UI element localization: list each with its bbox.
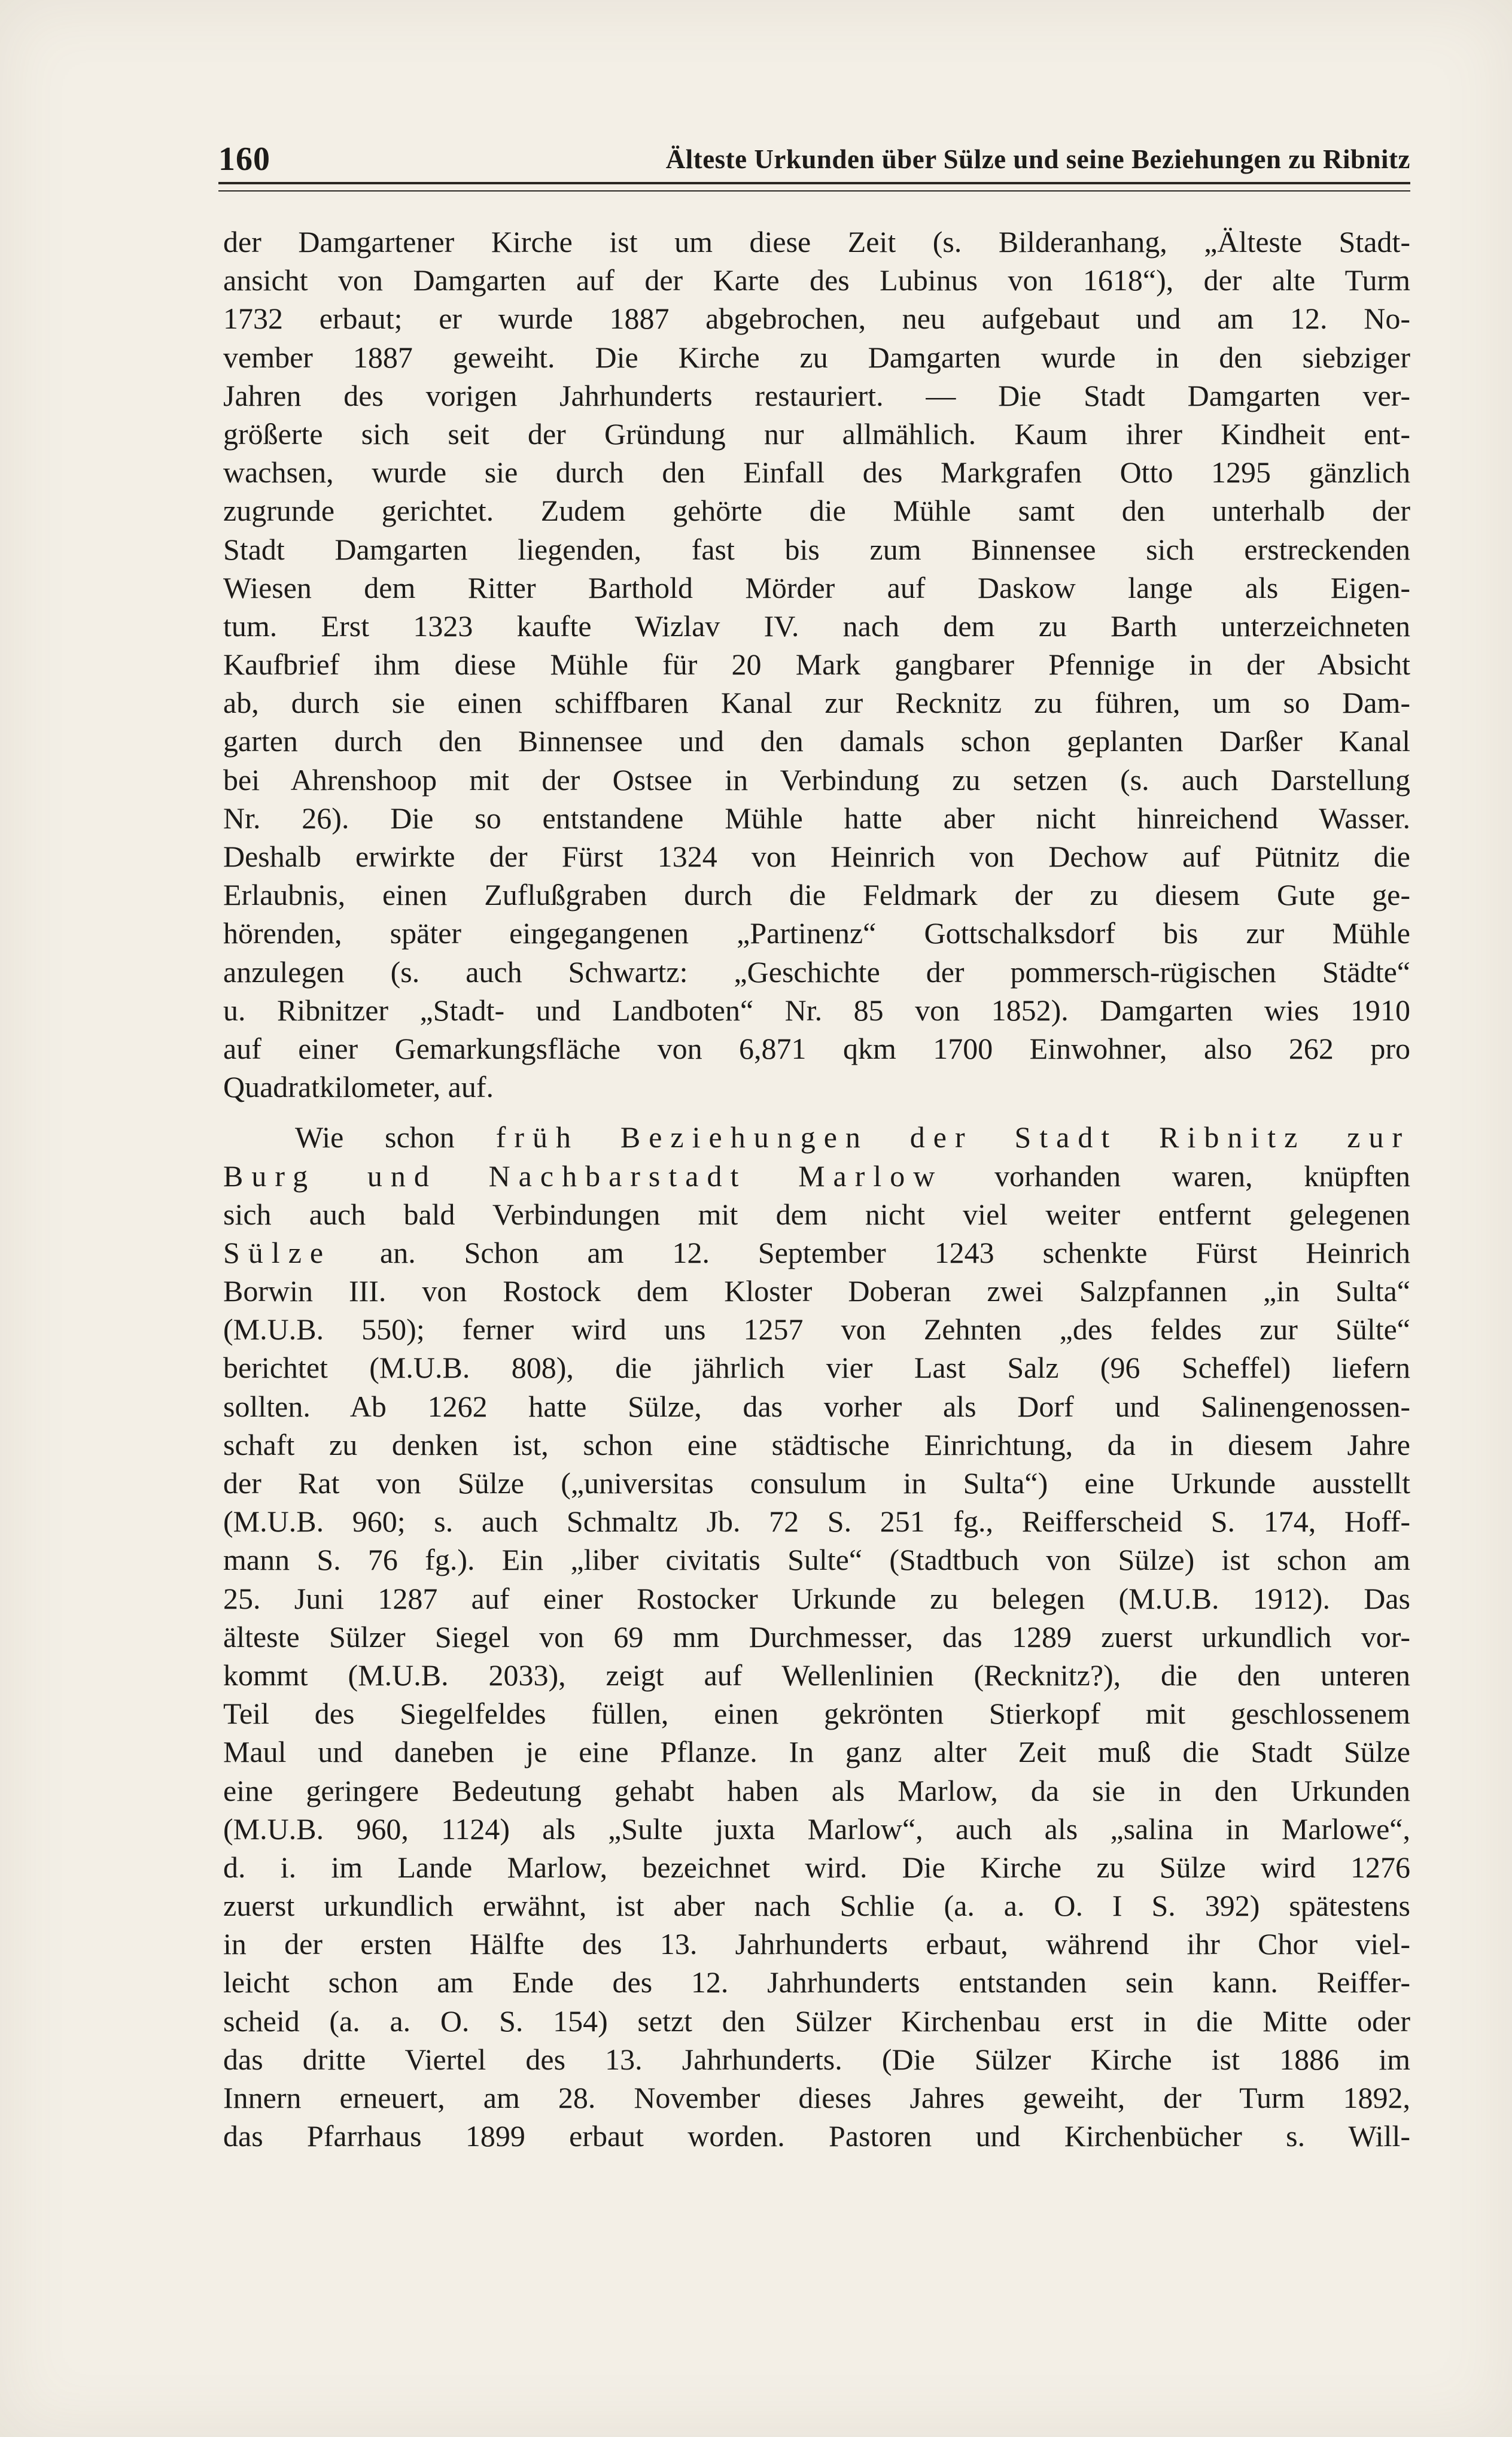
text-line: zuerst urkundlich erwähnt, ist aber nach Schlie (a. a. O. I S. 392) spätestens	[223, 1889, 1410, 1923]
text-line: berichtet (M.U.B. 808), die jährlich vier Last Salz (96 Scheffel) liefern	[223, 1351, 1410, 1385]
text-line: Jahren des vorigen Jahrhunderts restauriert. — Die Stadt Damgarten ver-	[223, 378, 1410, 412]
text-line: d. i. im Lande Marlow, bezeichnet wird. Die Kirche zu Sülze wird 1276	[223, 1850, 1410, 1884]
text-line: Nr. 26). Die so entstandene Mühle hatte aber nicht hinreichend Wasser.	[223, 801, 1410, 835]
paragraph-damgarten	[223, 223, 1410, 1106]
header-rule-thin	[218, 190, 1410, 192]
text-line: (M.U.B. 960; s. auch Schmaltz Jb. 72 S. 251 fg., Reifferscheid S. 174, Hoff-	[223, 1505, 1410, 1539]
text-line: eine geringere Bedeutung gehabt haben als Marlow, da sie in den Urkunden	[223, 1773, 1410, 1807]
text-line: Burg und Nachbarstadt Marlow vorhanden waren, knüpften	[223, 1159, 1411, 1193]
text-line: (M.U.B. 550); ferner wird uns 1257 von Zehnten „des feldes zur Sülte“	[223, 1312, 1410, 1347]
text-line: ab, durch sie einen schiffbaren Kanal zur Recknitz zu führen, um so Dam-	[223, 686, 1410, 720]
text-line: in der ersten Hälfte des 13. Jahrhunderts erbaut, während ihr Chor viel-	[223, 1927, 1410, 1961]
text-line: auf einer Gemarkungsfläche von 6,871 qkm 1700 Einwohner, also 262 pro	[223, 1031, 1410, 1065]
text-line: ansicht von Damgarten auf der Karte des Lubinus von 1618“), der alte Turm	[223, 263, 1410, 297]
text-line: der Rat von Sülze („universitas consulum in Sulta“) eine Urkunde ausstellt	[223, 1466, 1410, 1500]
text-line: schaft zu denken ist, schon eine städtische Einrichtung, da in diesem Jahre	[223, 1427, 1410, 1461]
text-line: u. Ribnitzer „Stadt- und Landboten“ Nr. 85 von 1852). Damgarten wies 1910	[223, 993, 1410, 1027]
text-line: Quadratkilometer, auf.	[223, 1070, 494, 1104]
text-line: Stadt Damgarten liegenden, fast bis zum Binnensee sich erstreckenden	[223, 532, 1410, 566]
text-line: vember 1887 geweiht. Die Kirche zu Damgarten wurde in den siebziger	[223, 340, 1410, 374]
text-line: garten durch den Binnensee und den damals schon geplanten Darßer Kanal	[223, 724, 1410, 758]
text-line: Teil des Siegelfeldes füllen, einen gekrönten Stierkopf mit geschlossenem	[223, 1697, 1410, 1731]
text-line: sollten. Ab 1262 hatte Sülze, das vorher als Dorf und Salinengenossen-	[223, 1389, 1410, 1423]
text-line: 1732 erbaut; er wurde 1887 abgebrochen, neu aufgebaut und am 12. No-	[223, 302, 1410, 336]
page-header	[218, 136, 1410, 178]
text-line: zugrunde gerichtet. Zudem gehörte die Mühle samt den unterhalb der	[223, 494, 1410, 528]
text-line: anzulegen (s. auch Schwartz: „Geschichte der pommersch-rügischen Städte“	[223, 955, 1410, 989]
text-line: älteste Sülzer Siegel von 69 mm Durchmesser, das 1289 zuerst urkundlich vor-	[223, 1619, 1410, 1654]
text-line: Erlaubnis, einen Zuflußgraben durch die Feldmark der zu diesem Gute ge-	[223, 878, 1410, 912]
page-number: 160	[218, 141, 270, 178]
paragraph-suelze	[223, 1118, 1410, 2155]
header-rule	[218, 182, 1410, 184]
text-line: Innern erneuert, am 28. November dieses Jahres geweiht, der Turm 1892,	[223, 2081, 1410, 2114]
text-line: Maul und daneben je eine Pflanze. In ganz alter Zeit muß die Stadt Sülze	[223, 1735, 1410, 1769]
text-line: Borwin III. von Rostock dem Kloster Doberan zwei Salzpfannen „in Sulta“	[223, 1274, 1410, 1308]
text-line: Wiesen dem Ritter Barthold Mörder auf Daskow lange als Eigen-	[223, 570, 1410, 604]
text-line: der Damgartener Kirche ist um diese Zeit (s. Bilderanhang, „Älteste Stadt-	[223, 225, 1410, 259]
text-line: Kaufbrief ihm diese Mühle für 20 Mark gangbarer Pfennige in der Absicht	[223, 648, 1410, 682]
text-line: Deshalb erwirkte der Fürst 1324 von Heinrich von Dechow auf Pütnitz die	[223, 840, 1410, 873]
text-line: mann S. 76 fg.). Ein „liber civitatis Sulte“ (Stadtbuch von Sülze) ist schon am	[223, 1543, 1410, 1577]
text-line: das Pfarrhaus 1899 erbaut worden. Pastoren und Kirchenbücher s. Will-	[223, 2119, 1410, 2153]
text-line: hörenden, später eingegangenen „Partinenz“ Gottschalksdorf bis zur Mühle	[223, 916, 1410, 950]
text-line: bei Ahrenshoop mit der Ostsee in Verbindung zu setzen (s. auch Darstellung	[223, 762, 1410, 797]
text-line: Wie schon früh Beziehungen der Stadt Ribnitz zur	[295, 1120, 1411, 1154]
text-line: kommt (M.U.B. 2033), zeigt auf Wellenlinien (Recknitz?), die den unteren	[223, 1658, 1410, 1692]
text-line: sich auch bald Verbindungen mit dem nicht viel weiter entfernt gelegenen	[223, 1197, 1410, 1231]
body-text	[223, 223, 1410, 2155]
text-line: 25. Juni 1287 auf einer Rostocker Urkunde zu belegen (M.U.B. 1912). Das	[223, 1581, 1410, 1615]
text-line: tum. Erst 1323 kaufte Wizlav IV. nach dem zu Barth unterzeichneten	[223, 609, 1410, 643]
text-line: leicht schon am Ende des 12. Jahrhunderts entstanden sein kann. Reiffer-	[223, 1965, 1410, 2000]
text-line: (M.U.B. 960, 1124) als „Sulte juxta Marlow“, auch als „salina in Marlowe“,	[223, 1812, 1410, 1846]
running-head: Älteste Urkunden über Sülze und seine Beziehungen zu Ribnitz	[665, 144, 1410, 174]
text-line: Sülze an. Schon am 12. September 1243 schenkte Fürst Heinrich	[223, 1235, 1411, 1269]
text-line: wachsen, wurde sie durch den Einfall des Markgrafen Otto 1295 gänzlich	[223, 455, 1410, 490]
text-line: größerte sich seit der Gründung nur allmählich. Kaum ihrer Kindheit ent-	[223, 417, 1410, 451]
text-line: scheid (a. a. O. S. 154) setzt den Sülzer Kirchenbau erst in die Mitte oder	[223, 2004, 1410, 2038]
text-line: das dritte Viertel des 13. Jahrhunderts. (Die Sülzer Kirche ist 1886 im	[223, 2042, 1410, 2076]
